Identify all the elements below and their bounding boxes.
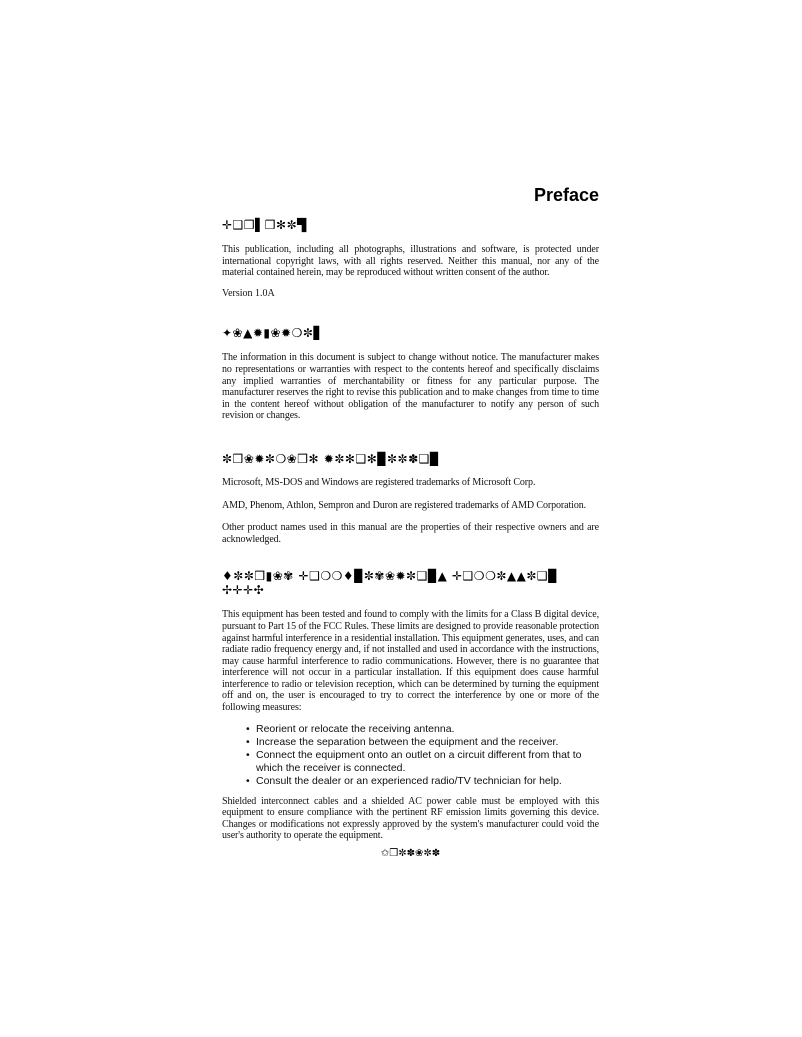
version-text: Version 1.0A xyxy=(222,287,275,299)
fcc-measure-item: • Reorient or relocate the receiving antenna. xyxy=(246,723,599,736)
page-content-column xyxy=(222,0,599,842)
disclaimer-paragraph: The information in this document is subject to change without notice. The manufacturer makes no representations or warranties with respect to the contents hereof and specifically disclaims any implied warranties of merchantability or fitness for any particular purpose. The manufacturer reserves the right to revise this publication and to make changes from time to time in the content hereof without obligation of the manufacturer to notify any person of such revision or changes. xyxy=(222,352,599,422)
page-title: Preface xyxy=(533,185,599,205)
copyright-section-heading: ✛❑❒▌❒✻✼▜ xyxy=(222,218,307,232)
fcc-measure-item: • Consult the dealer or an experienced radio/TV technician for help. xyxy=(246,775,599,788)
copyright-paragraph: This publication, including all photographs, illustrations and software, is protected under international copyright laws, with all rights reserved. Neither this manual, nor any of the material contained herein, may be reproduced without written consent of the author. xyxy=(222,244,599,279)
page-footer-symbols: ✩❒✼✽❀✼✽ xyxy=(380,848,441,859)
fcc-closing-paragraph: Shielded interconnect cables and a shielded AC power cable must be employed with this equipment to ensure compliance with the pertinent RF emission limits governing this device. Changes or modifications not expressly approved by the system's manufacturer could void the user's authority to operate the equipment. xyxy=(222,795,599,842)
fcc-section-heading: ♦✼✼❒▮❀✾ ✛❑❍❍♦▉✼✾❀✹✼❑▉▲ ✛❑❍❍✼▲▲✼❑▉ ✢✛✛✣ xyxy=(222,569,558,598)
disclaimer-section-heading: ✦❀▲✹▮❀✹❍✼▋ xyxy=(222,326,324,341)
fcc-measures-list xyxy=(222,723,599,789)
trademark-paragraph-amd: AMD, Phenom, Athlon, Sempron and Duron are registered trademarks of AMD Corporation. xyxy=(222,499,587,511)
trademark-paragraph-other: Other product names used in this manual are the properties of their respective owners and are acknowledged. xyxy=(222,522,599,545)
fcc-measure-item: • Connect the equipment onto an outlet on a circuit different from that to which the receiver is connected. xyxy=(246,749,599,775)
trademark-section-heading: ✼❒❀✹✼❍❀❒✻ ✹✼✻❑✻▉✼✼✽❑▉ xyxy=(222,451,440,466)
trademark-paragraph-microsoft: Microsoft, MS-DOS and Windows are registered trademarks of Microsoft Corp. xyxy=(222,476,536,488)
fcc-paragraph: This equipment has been tested and found to comply with the limits for a Class B digital device, pursuant to Part 15 of the FCC Rules. These limits are designed to provide reasonable protection against harmful interference in a residential installation. This equipment generates, uses, and can radiate radio frequency energy and, if not installed and used in accordance with the instructions, may cause harmful interference to radio communications. However, there is no guarantee that interference will not occur in a particular installation. If this equipment does cause harmful interference to radio or television reception, which can be determined by turning the equipment off and on, the user is encouraged to try to correct the interference by one or more of the following measures: xyxy=(222,609,599,714)
fcc-measure-item: • Increase the separation between the equipment and the receiver. xyxy=(246,736,599,749)
